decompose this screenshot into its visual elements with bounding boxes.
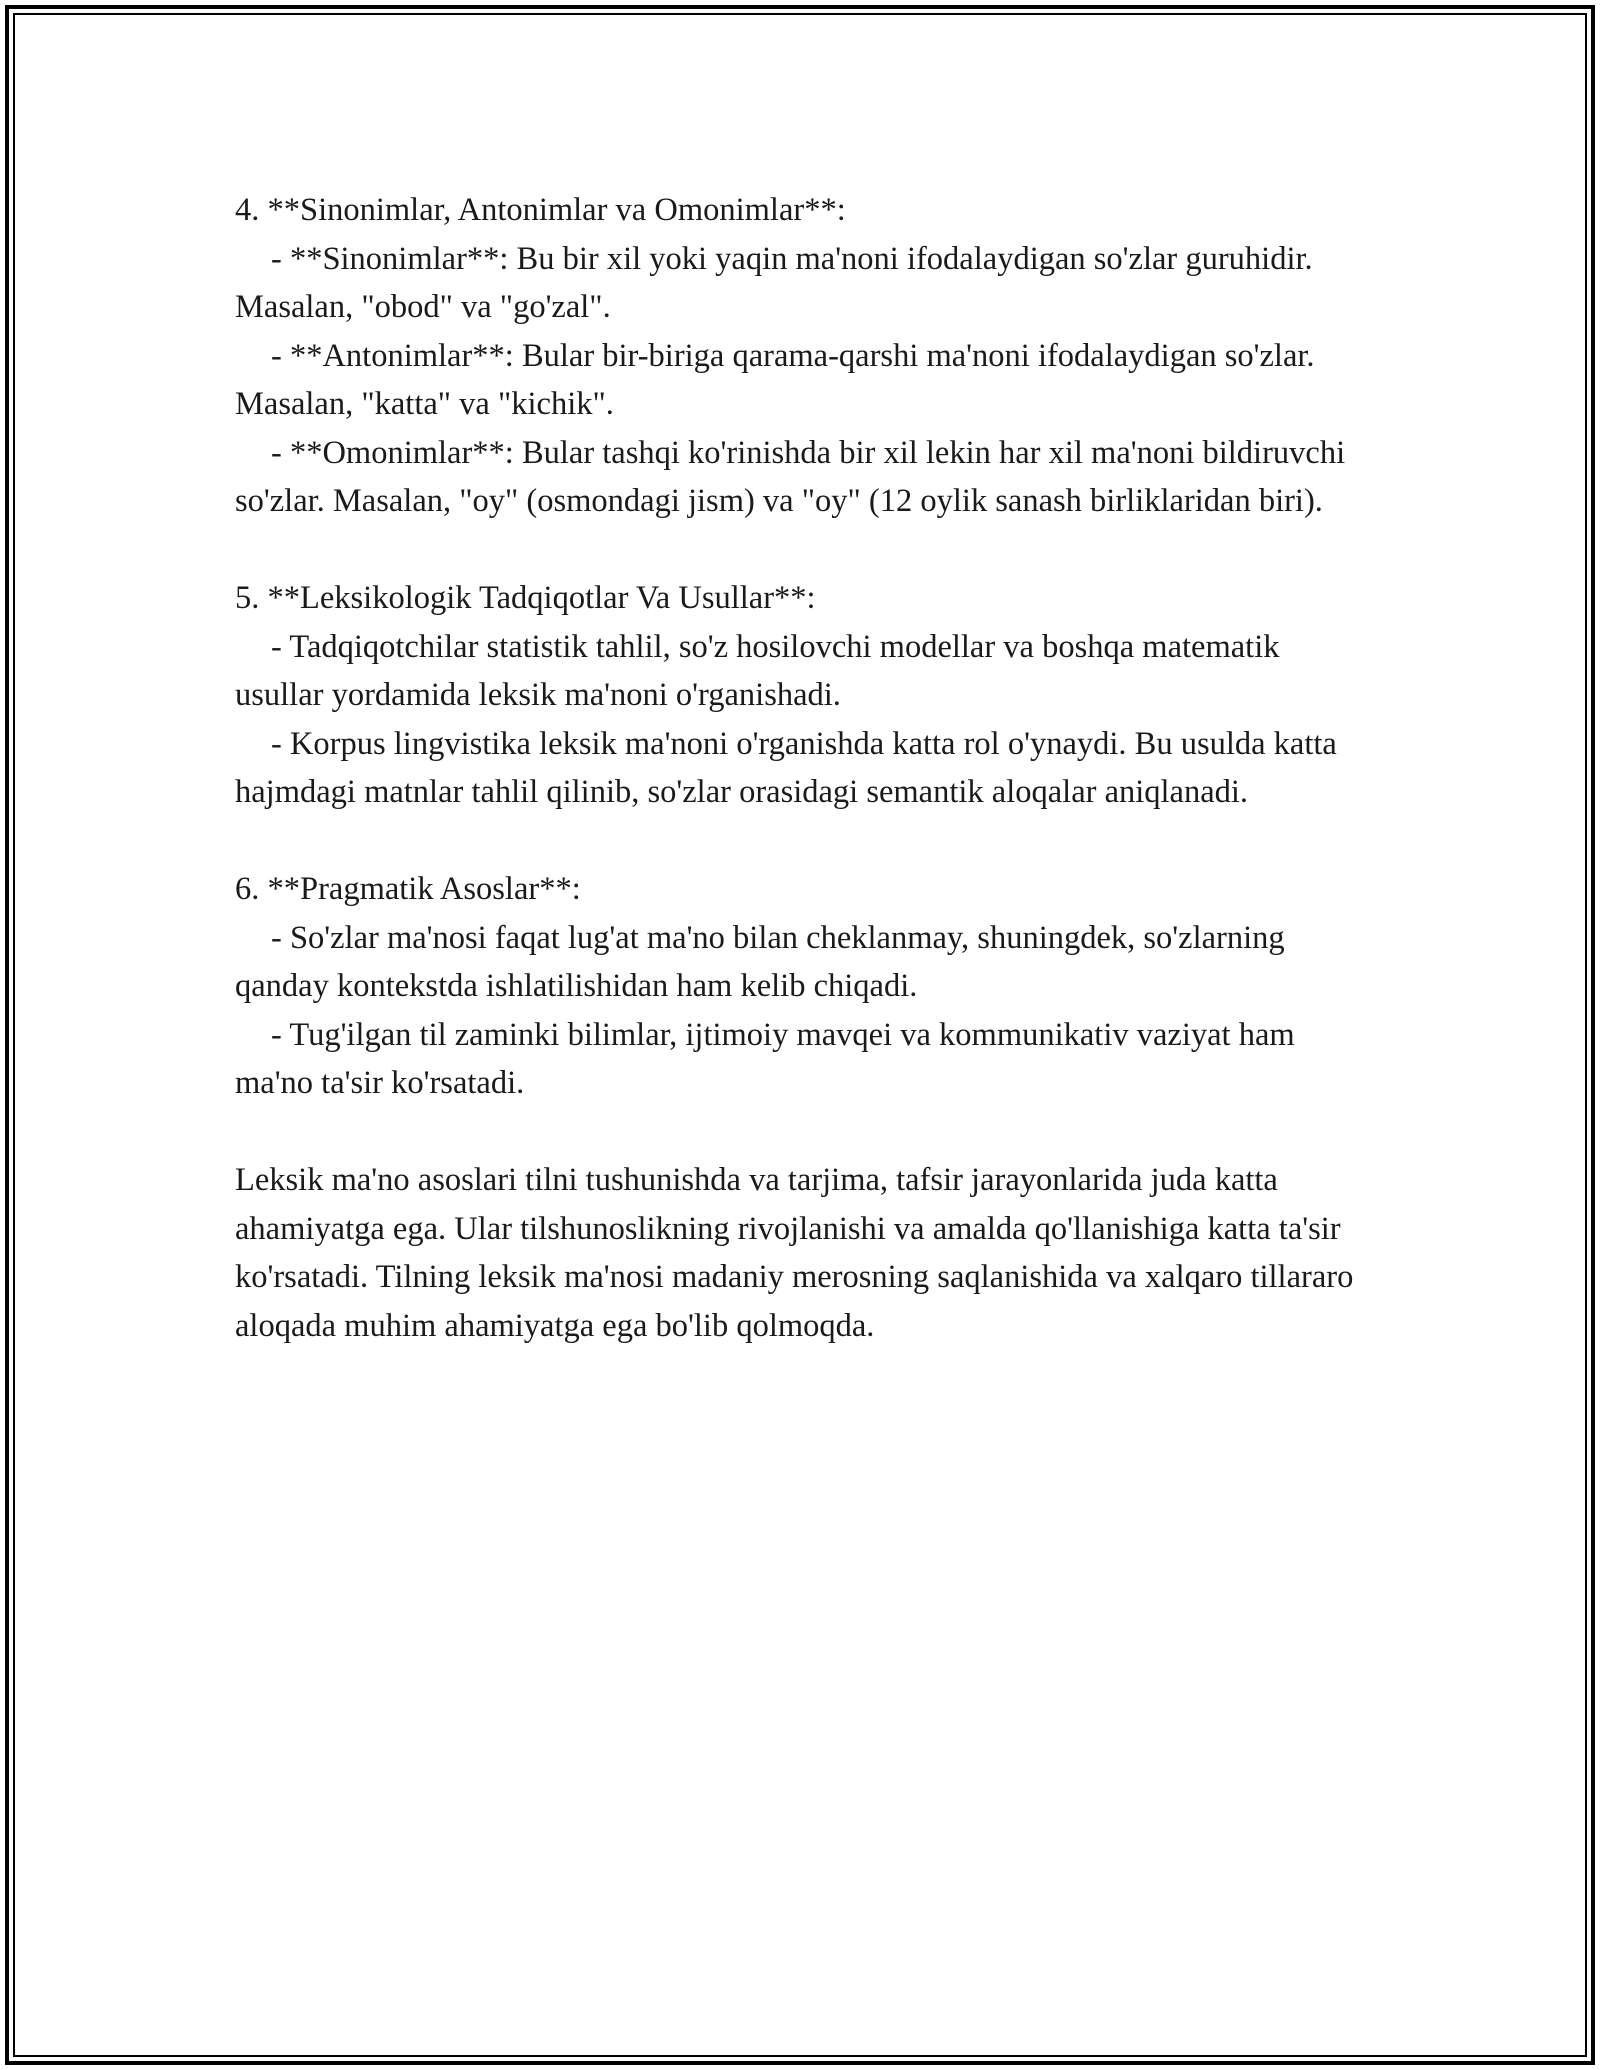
list-item: - So'zlar ma'nosi faqat lug'at ma'no bilan cheklanmay, shuningdek, so'zlarning qanday kontekstda ishlatilishidan ham kelib chiqadi.: [235, 919, 1285, 1004]
section-heading: 5. **Leksikologik Tadqiqotlar Va Usullar**:: [235, 580, 816, 616]
list-item: - **Antonimlar**: Bular bir-biriga qarama-qarshi ma'noni ifodalaydigan so'zlar. Masalan, "katta" va "kichik".: [235, 337, 1315, 422]
list-item: - **Omonimlar**: Bular tashqi ko'rinishda bir xil lekin har xil ma'noni bildiruvchi so'zlar. Masalan, "oy" (osmondagi jism) va "oy" (12 oylik sanash birliklaridan biri).: [235, 434, 1346, 519]
section-pragmatic-foundations: [235, 865, 1375, 1108]
section-heading: 4. **Sinonimlar, Antonimlar va Omonimlar**:: [235, 192, 846, 228]
list-item: - Korpus lingvistika leksik ma'noni o'rganishda katta rol o'ynaydi. Bu usulda katta hajmdagi matnlar tahlil qilinib, so'zlar orasidagi semantik aloqalar aniqlanadi.: [235, 725, 1337, 810]
conclusion-paragraph: Leksik ma'no asoslari tilni tushunishda va tarjima, tafsir jarayonlarida juda katta ahamiyatga ega. Ular tilshunoslikning rivojlanishi va amalda qo'llanishiga katta ta'sir ko'rsatadi. Tilning leksik ma'nosi madaniy merosning saqlanishida va xalqaro tillararo aloqada muhim ahamiyatga ega bo'lib qolmoqda.: [235, 1162, 1354, 1344]
section-lexicological-research: [235, 574, 1375, 817]
list-item: - **Sinonimlar**: Bu bir xil yoki yaqin ma'noni ifodalaydigan so'zlar guruhidir. Masalan, "obod" va "go'zal".: [235, 240, 1313, 325]
section-synonyms-antonyms-homonyms: [235, 186, 1375, 526]
document-body: [235, 186, 1375, 1350]
list-item: - Tadqiqotchilar statistik tahlil, so'z hosilovchi modellar va boshqa matematik usullar yordamida leksik ma'noni o'rganishadi.: [235, 628, 1280, 713]
section-heading: 6. **Pragmatik Asoslar**:: [235, 871, 581, 907]
list-item: - Tug'ilgan til zaminki bilimlar, ijtimoiy mavqei va kommunikativ vaziyat ham ma'no ta'sir ko'rsatadi.: [235, 1016, 1295, 1101]
